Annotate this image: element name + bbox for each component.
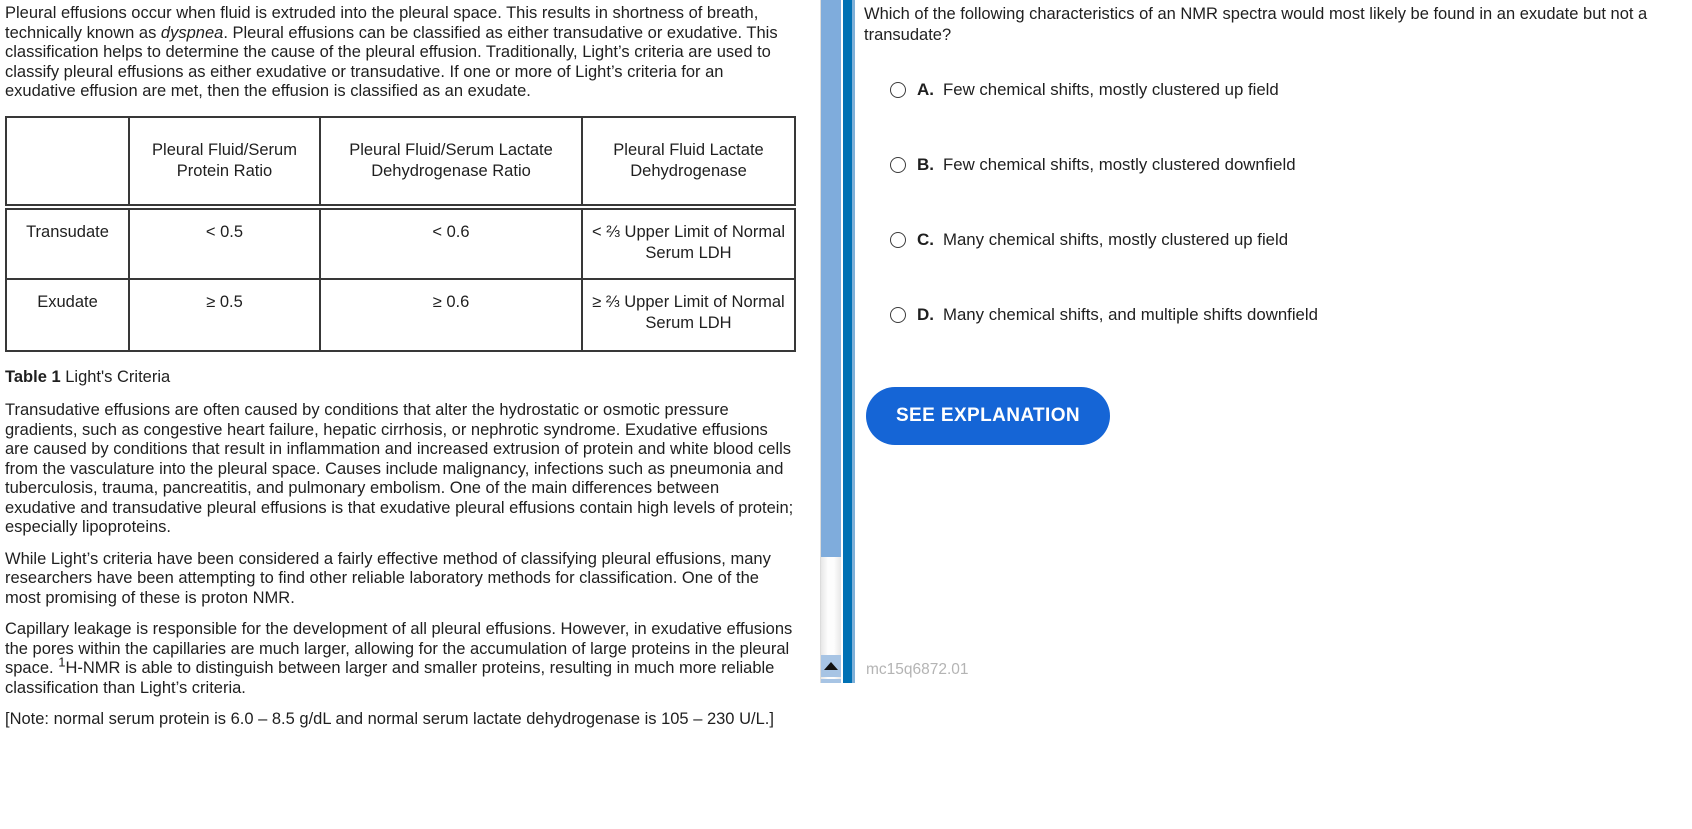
cell-transudate-ldh: < ⅔ Upper Limit of Normal Serum LDH bbox=[582, 207, 795, 279]
table-header-row bbox=[6, 117, 795, 207]
arrow-up-icon bbox=[824, 662, 838, 670]
table-caption bbox=[5, 368, 794, 388]
option-d[interactable] bbox=[862, 305, 1692, 325]
option-a-radio[interactable] bbox=[890, 82, 906, 98]
cell-exudate-ldh: ≥ ⅔ Upper Limit of Normal Serum LDH bbox=[582, 279, 795, 351]
table-corner-cell bbox=[6, 117, 129, 207]
passage-p1-text-cont: . Pleural effusions can be classified as either transudative or exudative. This classification helps to determine the cause of the pleural effusion. Traditionally, Light’s criteria are used to classify pleural effusions as either exudative or transudative. If one or more of Light’s criteria for an exudative effusion are met, then the effusion is classified as an exudate. bbox=[5, 23, 778, 100]
cell-transudate-ldh-ratio: < 0.6 bbox=[320, 207, 582, 279]
option-c-text: Many chemical shifts, mostly clustered up field bbox=[943, 230, 1289, 249]
option-d-radio[interactable] bbox=[890, 307, 906, 323]
passage-p4-text: Capillary leakage is responsible for the development of all pleural effusions. However, in exudative effusions the pores within the capillaries are much larger, allowing for the accumulation of large proteins in the pleural space. bbox=[5, 620, 793, 677]
cell-transudate-protein: < 0.5 bbox=[129, 207, 320, 279]
cell-exudate-protein: ≥ 0.5 bbox=[129, 279, 320, 351]
passage-p4-text-cont: H-NMR is able to distinguish between larger and smaller proteins, resulting in much more reliable classification than Light’s criteria. bbox=[5, 659, 775, 697]
scroll-up-button[interactable] bbox=[821, 655, 841, 677]
lights-criteria-table bbox=[5, 116, 796, 352]
passage-panel bbox=[0, 0, 812, 744]
option-b-letter: B. bbox=[917, 155, 934, 174]
table-row-transudate bbox=[6, 207, 795, 279]
option-b-radio[interactable] bbox=[890, 157, 906, 173]
option-a-letter: A. bbox=[917, 80, 934, 99]
option-d-letter: D. bbox=[917, 305, 934, 324]
answer-options bbox=[862, 80, 1692, 325]
option-b-text: Few chemical shifts, mostly clustered downfield bbox=[943, 155, 1296, 174]
table-row-exudate bbox=[6, 279, 795, 351]
panel-divider-bar bbox=[843, 0, 855, 683]
passage-paragraph-2: Transudative effusions are often caused by conditions that alter the hydrostatic or osmotic pressure gradients, such as congestive heart failure, hepatic cirrhosis, or nephrotic syndrome. Exudative effusions are caused by conditions that result in inflammation and increased extrusion of protein and white blood cells from the vasculature into the pleural space. Causes include malignancy, infections such as pneumonia and tuberculosis, trauma, pancreatitis, and pulmonary embolism. One of the main differences between exudative and transudative pleural effusions is that exudative pleural effusions contain high levels of protein; especially lipoproteins. bbox=[5, 401, 794, 536]
question-panel bbox=[862, 0, 1692, 829]
option-c-radio[interactable] bbox=[890, 232, 906, 248]
passage-p4-superscript: 1 bbox=[58, 654, 66, 670]
table-header-protein-ratio: Pleural Fluid/Serum Protein Ratio bbox=[129, 117, 320, 207]
passage-scrollbar-thumb[interactable] bbox=[821, 0, 841, 557]
passage-paragraph-4 bbox=[5, 620, 794, 698]
passage-p1-italic-term: dyspnea bbox=[160, 23, 224, 42]
option-b[interactable] bbox=[862, 155, 1692, 175]
row-label: Transudate bbox=[6, 207, 129, 279]
option-d-text: Many chemical shifts, and multiple shifts downfield bbox=[943, 305, 1318, 324]
passage-scrollbar-track[interactable] bbox=[820, 0, 841, 683]
option-a[interactable] bbox=[862, 80, 1692, 100]
question-text: Which of the following characteristics of an NMR spectra would most likely be found in an exudate but not a transudate? bbox=[864, 5, 1648, 44]
cell-exudate-ldh-ratio: ≥ 0.6 bbox=[320, 279, 582, 351]
see-explanation-button[interactable]: SEE EXPLANATION bbox=[866, 387, 1110, 445]
scrollbar-bottom-strip bbox=[821, 679, 841, 683]
passage-p1-text: Pleural effusions occur when fluid is extruded into the pleural space. This results in shortness of breath, technically known as bbox=[5, 4, 759, 42]
passage-note: [Note: normal serum protein is 6.0 – 8.5 g/dL and normal serum lactate dehydrogenase is 105 – 230 U/L.] bbox=[5, 710, 774, 728]
table-header-ldh-ratio: Pleural Fluid/Serum Lactate Dehydrogenase Ratio bbox=[320, 117, 582, 207]
option-a-text: Few chemical shifts, mostly clustered up field bbox=[943, 80, 1279, 99]
question-id: mc15q6872.01 bbox=[866, 661, 969, 678]
passage-paragraph-1 bbox=[5, 4, 794, 102]
option-c-letter: C. bbox=[917, 230, 934, 249]
passage-paragraph-3: While Light’s criteria have been considered a fairly effective method of classifying pleural effusions, many researchers have been attempting to find other reliable laboratory methods for classification. One of the most promising of these is proton NMR. bbox=[5, 549, 771, 607]
table-header-ldh: Pleural Fluid Lactate Dehydrogenase bbox=[582, 117, 795, 207]
table-caption-number: Table 1 bbox=[5, 367, 61, 386]
row-label: Exudate bbox=[6, 279, 129, 351]
table-caption-title: Light's Criteria bbox=[60, 367, 171, 386]
option-c[interactable] bbox=[862, 230, 1692, 250]
